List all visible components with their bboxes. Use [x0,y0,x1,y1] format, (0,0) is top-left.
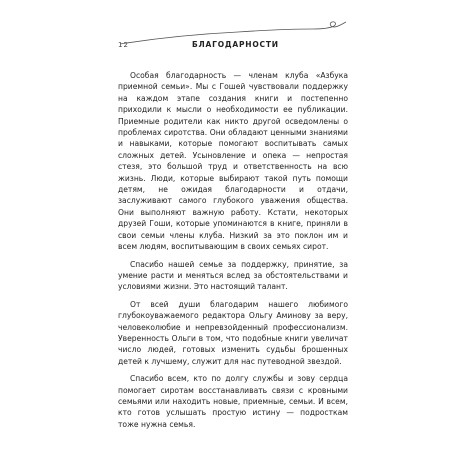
paragraph: Особая благодарность — членам клуба «Азбука приемной семьи». Мы с Гошей чувствовали поддержку на каждом этапе создания книги и постепенно приходили к мысли о необходимости ее публикации. Приемные родители как никто другой осведомлены о проблемах сиротства. Они обладают ценными знаниями и навыками, которые помогают воспитывать самых сложных детей. Усыновление и опека — непростая стезя, это большой труд и ответственность на всю жизнь. Люди, которые выбирают такой путь помощи детям, не ожидая благодарности и отдачи, заслуживают самого глубокого уважения общества. Они выполняют важную работу. Кстати, некоторых друзей Гоши, которые упоминаются в книге, приняли в свои семьи члены клуба. Низкий за это поклон им и всем людям, воспитывающим в своих семьях сирот. [118,71,348,252]
paragraph: Спасибо всем, кто по долгу службы и зову сердца помогает сиротам восстанавливать связи с кровными семьями или находить новые, приемные, семьи. И всем, кто готов услышать простую истину — подросткам тоже нужна семья. [118,374,348,429]
running-head: БЛАГОДАРНОСТИ [192,40,279,49]
page-number: 12 [118,41,129,49]
body-text [118,70,348,436]
paragraph: От всей души благодарим нашего любимого глубокоуважаемого редактора Ольгу Аминову за веру, человеколюбие и непревзойденный профессионализм. Уверенность Ольги в том, что подобные книги увеличат число людей, готовых изменить судьбы брошенных детей к лучшему, служит для нас путеводной звездой. [118,299,348,366]
paragraph: Спасибо нашей семье за поддержку, принятие, за умение расти и меняться вслед за обстоятельствами и условиями жизни. Это настоящий талант. [118,259,348,292]
